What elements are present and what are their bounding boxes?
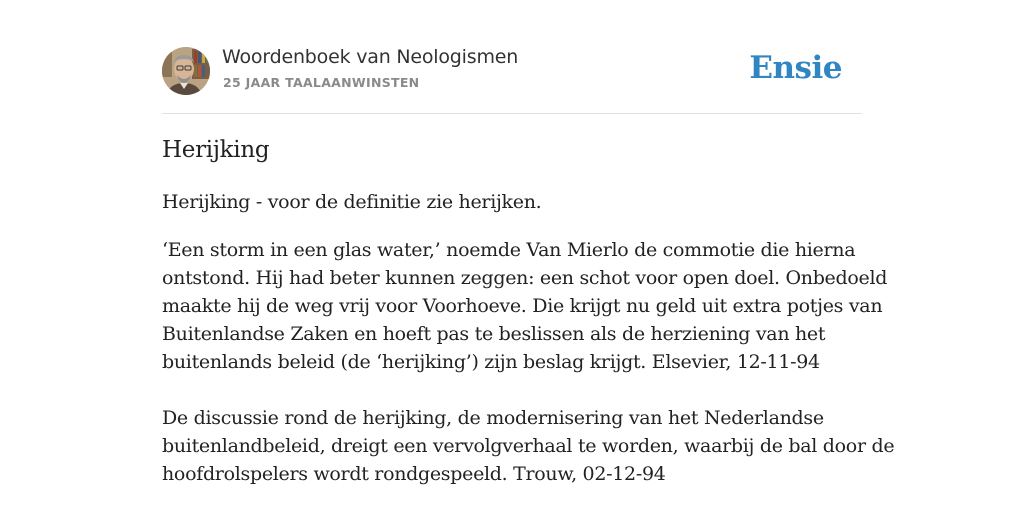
entry-definition: Herijking - voor de definitie zie herijken.: [162, 191, 542, 213]
ensie-logo-link[interactable]: Ensie: [749, 50, 842, 86]
page: [162, 46, 895, 485]
source-title[interactable]: Woordenboek van Neologismen: [222, 46, 519, 68]
quote-paragraph: [162, 236, 888, 376]
quote-line: ontstond. Hij had beter kunnen zeggen: een schot voor open doel. Onbedoeld: [162, 267, 888, 289]
quote-paragraph: [162, 404, 895, 488]
source-subtitle: 25 JAAR TAALAANWINSTEN: [223, 75, 420, 90]
header-divider: [162, 113, 862, 114]
header: [162, 46, 862, 96]
entry-headword: Herijking: [162, 137, 270, 163]
quote-line: Buitenlandse Zaken en hoeft pas te beslissen als de herziening van het: [162, 323, 826, 345]
quote-line: buitenlands beleid (de ‘herijking’) zijn beslag krijgt. Elsevier, 12-11-94: [162, 351, 820, 373]
quote-line: buitenlandbeleid, dreigt een vervolgverhaal te worden, waarbij de bal door de: [162, 435, 895, 457]
quote-line: ‘Een storm in een glas water,’ noemde Van Mierlo de commotie die hierna: [162, 239, 856, 261]
quote-line: maakte hij de weg vrij voor Voorhoeve. Die krijgt nu geld uit extra potjes van: [162, 295, 883, 317]
avatar[interactable]: [162, 47, 210, 95]
quote-line: hoofdrolspelers wordt rondgespeeld. Trouw, 02-12-94: [162, 463, 666, 485]
quotes-section: [162, 236, 895, 488]
quote-line: De discussie rond de herijking, de modernisering van het Nederlandse: [162, 407, 824, 429]
author-portrait-icon: [162, 47, 210, 95]
